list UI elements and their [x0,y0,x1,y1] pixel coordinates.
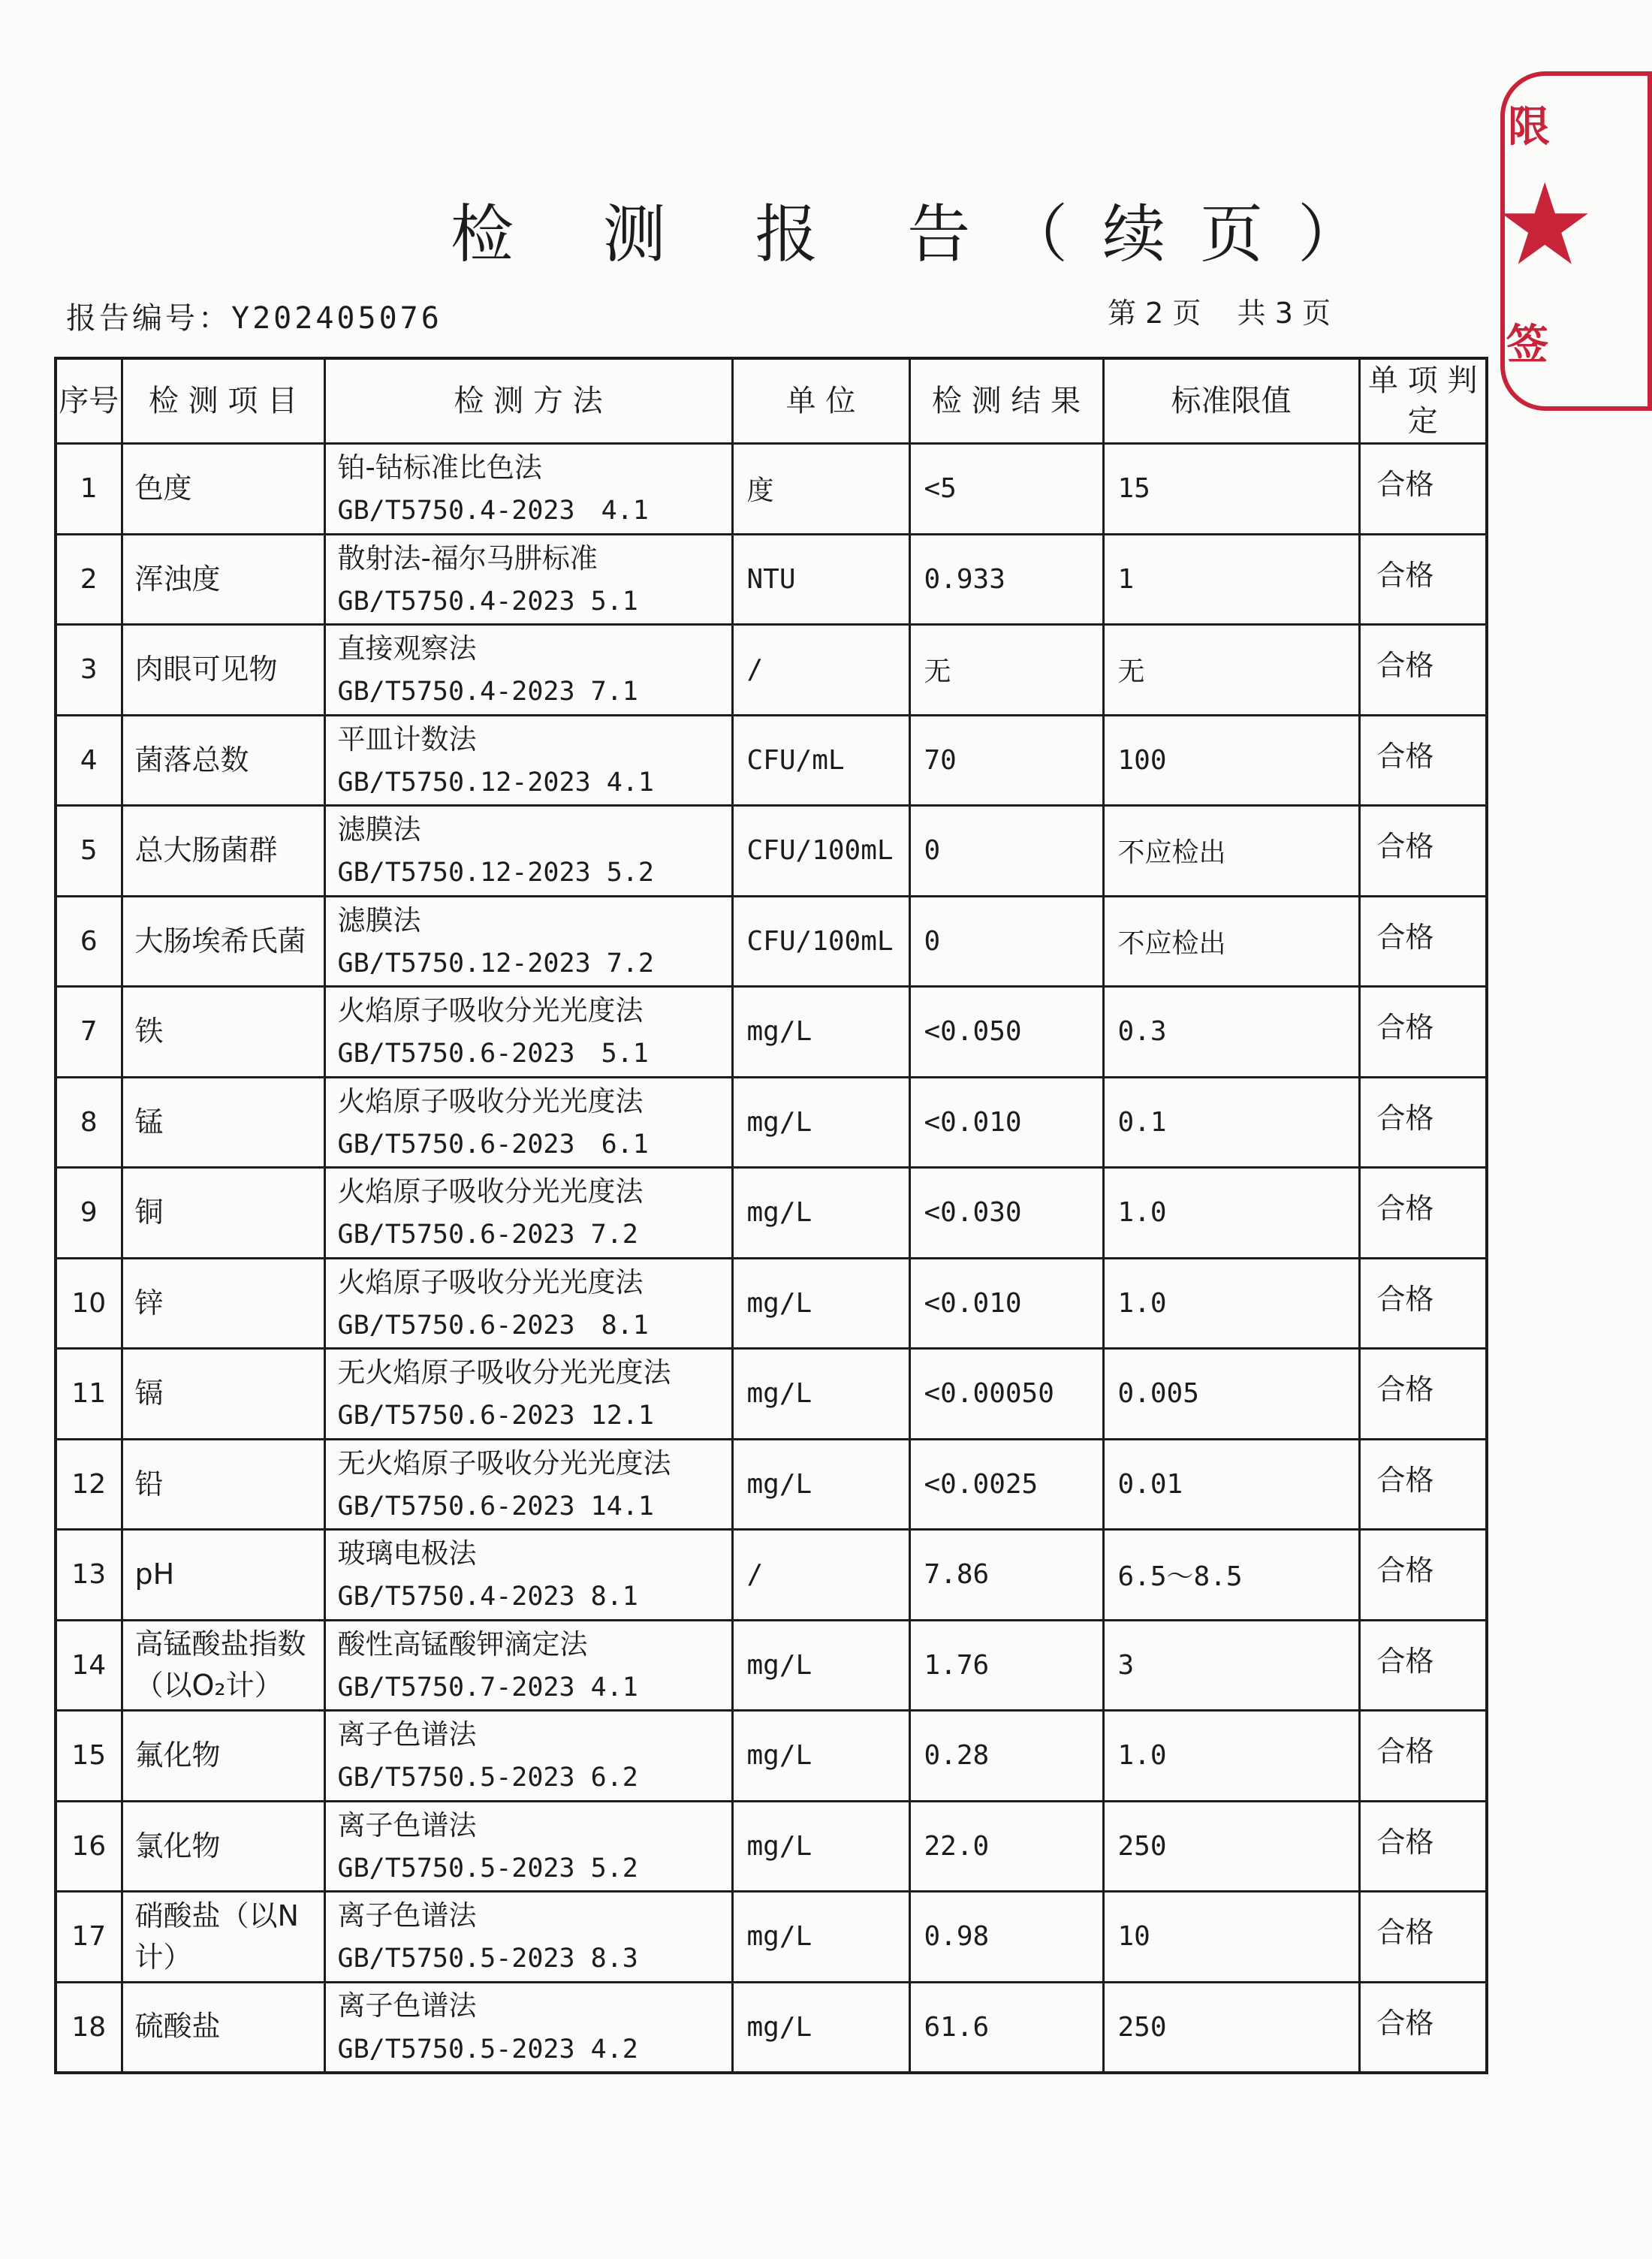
table-row [56,1349,1487,1440]
method-standard: GB/T5750.6-2023 12.1 [337,1401,654,1431]
verdict: 合格 [1359,1530,1487,1621]
test-item: pH [122,1530,324,1621]
table-header-row [56,358,1487,444]
test-item: 铅 [122,1439,324,1530]
method-name: 离子色谱法 [337,1808,477,1841]
method-standard: GB/T5750.12-2023 5.2 [337,858,654,888]
verdict: 合格 [1359,1349,1487,1440]
test-method-cell [324,1439,732,1530]
test-result: 0.933 [909,534,1103,625]
method-standard: GB/T5750.6-2023 8.1 [337,1310,649,1341]
verdict: 合格 [1359,1620,1487,1711]
table-row [56,1711,1487,1802]
method-standard: GB/T5750.5-2023 6.2 [337,1763,638,1793]
test-method-cell [324,1892,732,1983]
unit: mg/L [732,1439,909,1530]
test-item: 铜 [122,1168,324,1259]
table-row [56,1892,1487,1983]
header-verdict: 单 项 判 定 [1359,358,1487,444]
test-result: <0.010 [909,1258,1103,1349]
report-title: 检 测 报 告（续页） [451,198,1396,271]
test-method-cell [324,534,732,625]
row-number: 12 [56,1439,122,1530]
page-info: 第 2 页 共 3 页 [1108,297,1331,330]
row-number: 9 [56,1168,122,1259]
unit: / [732,1530,909,1621]
method-name: 火焰原子吸收分光光度法 [337,1265,644,1298]
table-row [56,1439,1487,1530]
unit: mg/L [732,1620,909,1711]
table-row [56,987,1487,1078]
method-name: 火焰原子吸收分光光度法 [337,1175,644,1208]
test-result: <5 [909,444,1103,535]
test-method-cell [324,1801,732,1892]
test-item: 大肠埃希氏菌 [122,896,324,987]
test-result: 1.76 [909,1620,1103,1711]
method-name: 直接观察法 [337,632,477,665]
test-result: 70 [909,715,1103,806]
test-item: 锰 [122,1077,324,1168]
method-standard: GB/T5750.6-2023 5.1 [337,1039,649,1069]
test-result: 22.0 [909,1801,1103,1892]
unit: / [732,625,909,716]
standard-limit: 250 [1103,1982,1359,2073]
unit: mg/L [732,987,909,1078]
row-number: 17 [56,1892,122,1983]
unit: NTU [732,534,909,625]
method-name: 离子色谱法 [337,1718,477,1751]
test-result: 无 [909,625,1103,716]
method-name: 离子色谱法 [337,1989,477,2022]
row-number: 6 [56,896,122,987]
standard-limit: 250 [1103,1801,1359,1892]
test-method-cell [324,1530,732,1621]
method-standard: GB/T5750.6-2023 7.2 [337,1220,638,1250]
test-item: 肉眼可见物 [122,625,324,716]
method-name: 玻璃电极法 [337,1537,477,1570]
test-item: 铁 [122,987,324,1078]
test-item: 氯化物 [122,1801,324,1892]
method-name: 离子色谱法 [337,1899,477,1932]
standard-limit: 6.5～8.5 [1103,1530,1359,1621]
unit: mg/L [732,1349,909,1440]
test-item: 色度 [122,444,324,535]
standard-limit: 10 [1103,1892,1359,1983]
verdict: 合格 [1359,1439,1487,1530]
unit: mg/L [732,1077,909,1168]
header-limit: 标准限值 [1103,358,1359,444]
method-standard: GB/T5750.12-2023 7.2 [337,948,654,979]
unit: mg/L [732,1801,909,1892]
test-method-cell [324,1349,732,1440]
method-standard: GB/T5750.6-2023 6.1 [337,1129,649,1160]
method-standard: GB/T5750.4-2023 7.1 [337,677,638,707]
test-result: 0 [909,806,1103,897]
verdict: 合格 [1359,715,1487,806]
standard-limit: 无 [1103,625,1359,716]
test-result: 0.28 [909,1711,1103,1802]
table-row [56,896,1487,987]
verdict: 合格 [1359,1982,1487,2073]
test-method-cell [324,1168,732,1259]
table-row [56,1982,1487,2073]
standard-limit: 不应检出 [1103,896,1359,987]
unit: mg/L [732,1168,909,1259]
method-standard: GB/T5750.5-2023 4.2 [337,2034,638,2064]
test-method-cell [324,1711,732,1802]
standard-limit: 0.005 [1103,1349,1359,1440]
test-item: 高锰酸盐指数（以O₂计） [122,1620,324,1711]
standard-limit: 0.3 [1103,987,1359,1078]
test-result: <0.010 [909,1077,1103,1168]
method-standard: GB/T5750.12-2023 4.1 [337,767,654,798]
stamp-bottom-text: 签 [1506,321,1548,369]
method-name: 散射法-福尔马肼标准 [337,541,598,575]
verdict: 合格 [1359,625,1487,716]
table-row [56,1168,1487,1259]
method-name: 火焰原子吸收分光光度法 [337,994,644,1027]
table-row [56,444,1487,535]
unit: mg/L [732,1892,909,1983]
row-number: 10 [56,1258,122,1349]
method-name: 铂-钴标准比色法 [337,451,542,484]
row-number: 14 [56,1620,122,1711]
test-method-cell [324,987,732,1078]
standard-limit: 15 [1103,444,1359,535]
method-name: 滤膜法 [337,903,421,936]
method-standard: GB/T5750.5-2023 5.2 [337,1853,638,1884]
header-item: 检 测 项 目 [122,358,324,444]
row-number: 16 [56,1801,122,1892]
row-number: 13 [56,1530,122,1621]
standard-limit: 1 [1103,534,1359,625]
header-result: 检 测 结 果 [909,358,1103,444]
verdict: 合格 [1359,987,1487,1078]
method-name: 无火焰原子吸收分光光度法 [337,1356,671,1389]
test-result: 0.98 [909,1892,1103,1983]
test-item: 锌 [122,1258,324,1349]
unit: CFU/mL [732,715,909,806]
standard-limit: 1.0 [1103,1711,1359,1802]
verdict: 合格 [1359,1258,1487,1349]
table-row [56,1530,1487,1621]
method-standard: GB/T5750.4-2023 8.1 [337,1582,638,1612]
test-item: 氟化物 [122,1711,324,1802]
row-number: 18 [56,1982,122,2073]
test-method-cell [324,625,732,716]
unit: CFU/100mL [732,806,909,897]
header-no: 序号 [56,358,122,444]
standard-limit: 0.1 [1103,1077,1359,1168]
test-item: 镉 [122,1349,324,1440]
unit: CFU/100mL [732,896,909,987]
verdict: 合格 [1359,1892,1487,1983]
row-number: 7 [56,987,122,1078]
method-name: 滤膜法 [337,813,421,846]
verdict: 合格 [1359,1801,1487,1892]
row-number: 8 [56,1077,122,1168]
table-row [56,1077,1487,1168]
unit: mg/L [732,1258,909,1349]
table-row [56,1620,1487,1711]
standard-limit: 0.01 [1103,1439,1359,1530]
test-result: <0.0025 [909,1439,1103,1530]
table-row [56,715,1487,806]
method-standard: GB/T5750.4-2023 4.1 [337,496,649,526]
test-result: 61.6 [909,1982,1103,2073]
row-number: 4 [56,715,122,806]
test-method-cell [324,806,732,897]
table-row [56,1258,1487,1349]
test-result: <0.050 [909,987,1103,1078]
standard-limit: 3 [1103,1620,1359,1711]
row-number: 11 [56,1349,122,1440]
verdict: 合格 [1359,534,1487,625]
test-result: <0.030 [909,1168,1103,1259]
standard-limit: 100 [1103,715,1359,806]
star-icon: ★ [1494,160,1596,291]
test-result: 7.86 [909,1530,1103,1621]
header-unit: 单 位 [732,358,909,444]
test-item: 硫酸盐 [122,1982,324,2073]
method-standard: GB/T5750.5-2023 8.3 [337,1944,638,1974]
row-number: 1 [56,444,122,535]
test-method-cell [324,1258,732,1349]
row-number: 5 [56,806,122,897]
test-results-table [54,357,1488,2074]
verdict: 合格 [1359,1077,1487,1168]
header-method: 检 测 方 法 [324,358,732,444]
verdict: 合格 [1359,896,1487,987]
row-number: 15 [56,1711,122,1802]
test-method-cell [324,1077,732,1168]
stamp-top-text: 限 [1508,103,1550,152]
test-method-cell [324,444,732,535]
table-row [56,625,1487,716]
test-result: 0 [909,896,1103,987]
red-seal-stamp [1494,71,1596,409]
table-row [56,1801,1487,1892]
unit: 度 [732,444,909,535]
test-item: 硝酸盐（以N计） [122,1892,324,1983]
test-method-cell [324,715,732,806]
verdict: 合格 [1359,444,1487,535]
method-standard: GB/T5750.7-2023 4.1 [337,1672,638,1703]
table-row [56,534,1487,625]
test-method-cell [324,1982,732,2073]
standard-limit: 1.0 [1103,1258,1359,1349]
table-row [56,806,1487,897]
verdict: 合格 [1359,1168,1487,1259]
standard-limit: 1.0 [1103,1168,1359,1259]
row-number: 2 [56,534,122,625]
test-result: <0.00050 [909,1349,1103,1440]
test-method-cell [324,896,732,987]
method-name: 酸性高锰酸钾滴定法 [337,1627,588,1660]
test-item: 总大肠菌群 [122,806,324,897]
verdict: 合格 [1359,1711,1487,1802]
method-standard: GB/T5750.4-2023 5.1 [337,586,638,617]
method-name: 平皿计数法 [337,722,477,756]
row-number: 3 [56,625,122,716]
test-method-cell [324,1620,732,1711]
unit: mg/L [732,1711,909,1802]
method-name: 无火焰原子吸收分光光度法 [337,1446,671,1479]
standard-limit: 不应检出 [1103,806,1359,897]
test-item: 浑浊度 [122,534,324,625]
unit: mg/L [732,1982,909,2073]
report-number: 报告编号：Y202405076 [66,301,442,336]
method-standard: GB/T5750.6-2023 14.1 [337,1491,654,1522]
method-name: 火焰原子吸收分光光度法 [337,1084,644,1117]
test-item: 菌落总数 [122,715,324,806]
verdict: 合格 [1359,806,1487,897]
